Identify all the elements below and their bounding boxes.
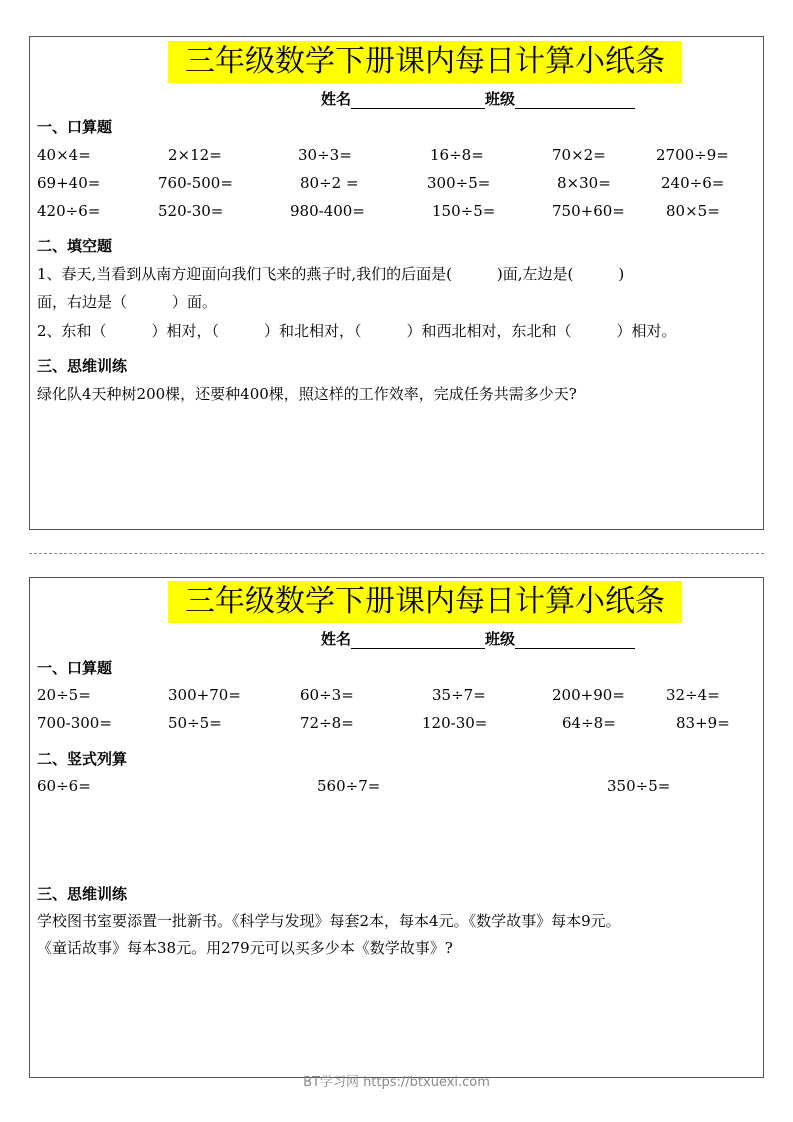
problem-item: 2×12= [168,146,222,164]
problem-item: 750+60= [552,202,625,220]
name-label: 姓名 [321,90,352,108]
problem-item: 35÷7= [432,686,486,704]
problem-item: 150÷5= [432,202,496,220]
problem-item: 700-300= [37,714,112,732]
section-fill-blank: 二、填空题 [37,237,113,255]
problem-item: 200+90= [552,686,625,704]
problem-item: 83+9= [676,714,730,732]
section-oral-calc: 一、口算题 [37,118,113,136]
problem-item: 32÷4= [666,686,720,704]
problem-item: 64÷8= [562,714,616,732]
vertical-calc-item: 350÷5= [607,777,671,795]
fill-question-1-line-2: 面，右边是（ ）面。 [37,293,218,311]
class-blank[interactable] [515,91,635,109]
problem-item: 8×30= [557,174,611,192]
slip-title: 三年级数学下册课内每日计算小纸条 [168,41,682,83]
fill-question-2: 2、东和（ ）相对，（ ）和北相对，（ ）和西北相对，东北和（ ）相对。 [37,322,677,340]
calc-slip-1 [29,36,764,530]
class-blank[interactable] [515,631,635,649]
problem-item: 980-400= [290,202,365,220]
class-label: 班级 [485,90,516,108]
problem-item: 60÷3= [300,686,354,704]
word-problem-line-2: 《童话故事》每本38元。用279元可以买多少本《数学故事》? [37,939,453,957]
problem-item: 520-30= [158,202,224,220]
problem-item: 30÷3= [298,146,352,164]
problem-item: 20÷5= [37,686,91,704]
problem-item: 72÷8= [300,714,354,732]
class-label: 班级 [485,630,516,648]
section-oral-calc: 一、口算题 [37,659,113,677]
name-class-row [321,89,635,109]
vertical-calc-item: 560÷7= [317,777,381,795]
problem-item: 240÷6= [661,174,725,192]
problem-item: 80÷2 = [300,174,359,192]
word-problem: 绿化队4天种树200棵，还要种400棵，照这样的工作效率，完成任务共需多少天? [37,385,577,403]
problem-item: 70×2= [552,146,606,164]
name-blank[interactable] [351,91,485,109]
problem-item: 50÷5= [168,714,222,732]
slip-title: 三年级数学下册课内每日计算小纸条 [168,581,682,623]
section-thinking: 三、思维训练 [37,357,128,375]
problem-item: 300÷5= [427,174,491,192]
word-problem-line-1: 学校图书室要添置一批新书。《科学与发现》每套2本，每本4元。《数学故事》每本9元。 [37,912,621,930]
section-vertical-calc: 二、竖式列算 [37,750,128,768]
problem-item: 80×5= [666,202,720,220]
section-thinking: 三、思维训练 [37,885,128,903]
problem-item: 120-30= [422,714,488,732]
vertical-calc-item: 60÷6= [37,777,91,795]
footer-watermark: BT学习网 https://btxuexi.com [303,1075,490,1090]
problem-item: 760-500= [158,174,233,192]
name-blank[interactable] [351,631,485,649]
calc-slip-2 [29,577,764,1078]
problem-item: 69+40= [37,174,101,192]
cut-line [29,553,764,554]
problem-item: 40×4= [37,146,91,164]
problem-item: 300+70= [168,686,241,704]
problem-item: 420÷6= [37,202,101,220]
problem-item: 2700÷9= [656,146,729,164]
name-class-row [321,629,635,649]
fill-question-1-line-1: 1、春天,当看到从南方迎面向我们飞来的燕子时,我们的后面是( )面,左边是( ) [37,265,625,283]
name-label: 姓名 [321,630,352,648]
problem-item: 16÷8= [430,146,484,164]
